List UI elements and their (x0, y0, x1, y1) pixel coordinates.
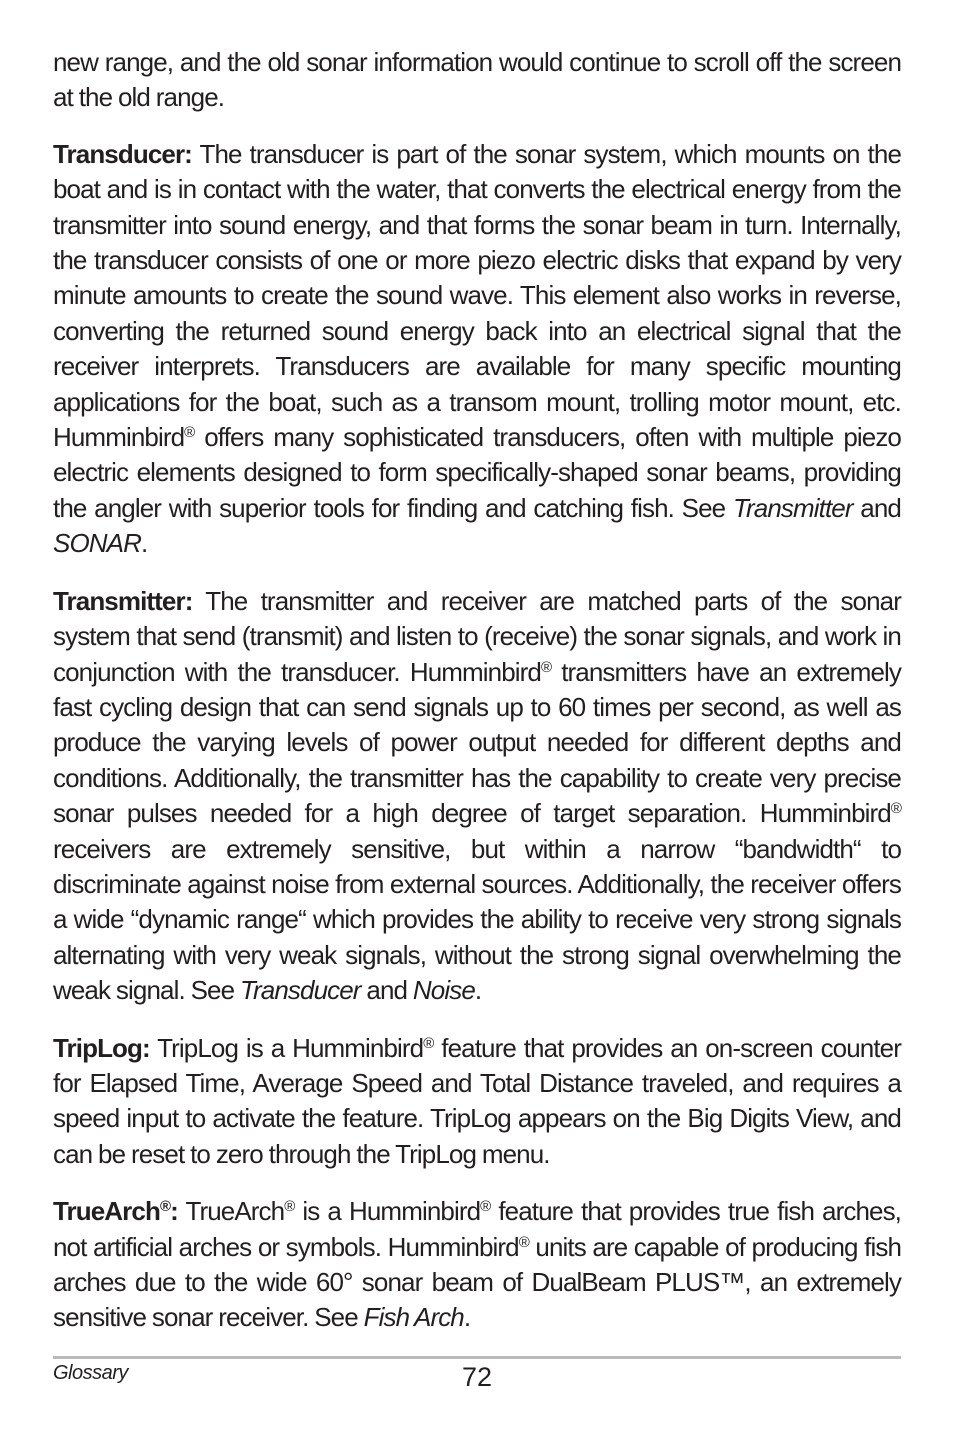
truearch-text-4: units are capable of producing fish arches due to the wide 60° sonar beam of DualBeam PLUS™, an extremely sensitive sonar receiver. See (53, 1231, 902, 1333)
term-truearch-word: TrueArch (53, 1196, 160, 1227)
term-transmitter: Transmitter: (53, 585, 193, 616)
transmitter-text-1: The transmitter and receiver are matched parts of the sonar system that send (transmit) and listen to (receive) the sonar signals, and work in conjunction with the transducer. Humminbird (53, 585, 901, 687)
ref-sonar: SONAR (53, 528, 141, 559)
transducer-end: . (140, 528, 148, 559)
truearch-text-1: TrueArch (177, 1196, 285, 1227)
entry-transducer (53, 137, 901, 562)
intro-paragraph (53, 45, 901, 116)
term-truearch (53, 1196, 178, 1226)
footer-section-name: Glossary (53, 1362, 128, 1384)
transmitter-and: and (360, 975, 413, 1006)
transmitter-text-3: receivers are extremely sensitive, but within a narrow “bandwidth“ to discriminate against noise from external sources. Additionally, the receiver offers a wide “dynamic range“ which provides the ability to receive very strong signals alternating with very weak signals, without the strong signal overwhelming the weak signal. See (53, 833, 901, 1006)
registered-mark: ® (184, 424, 195, 442)
ref-noise: Noise (412, 975, 475, 1006)
ref-transmitter: Transmitter (732, 492, 853, 523)
triplog-text-2: feature that provides an on-screen counter for Elapsed Time, Average Speed and Total Distance traveled, and requires a speed input to activate the feature. TripLog appears on the Big Digits View, and can be reset to zero through the TripLog menu. (53, 1032, 901, 1169)
registered-mark: ® (480, 1198, 491, 1216)
transducer-and: and (852, 492, 901, 523)
entry-truearch (53, 1194, 901, 1336)
transmitter-end: . (474, 975, 482, 1006)
registered-mark: ® (518, 1233, 529, 1251)
registered-mark: ® (159, 1198, 171, 1216)
ref-transducer: Transducer (240, 975, 361, 1006)
truearch-text-2: is a Humminbird (294, 1196, 481, 1227)
glossary-body (53, 45, 901, 1358)
registered-mark: ® (890, 800, 901, 818)
footer-divider (53, 1356, 901, 1359)
term-truearch-colon: : (170, 1196, 178, 1227)
transmitter-text-2: transmitters have an extremely fast cycling design that can send signals up to 60 times per second, as well as produce the varying levels of power output needed for different depths and conditions. Additionally, the transmitter has the capability to create very precise sonar pulses needed for a high degree of target separation. Humminbird (53, 656, 901, 829)
page-number: 72 (461, 1362, 493, 1392)
transducer-text-2: offers many sophisticated transducers, often with multiple piezo electric elements designed to form specifically-shaped sonar beams, providing the angler with superior tools for finding and catching fish. See (53, 422, 901, 523)
transducer-text-1: The transducer is part of the sonar system, which mounts on the boat and is in contact with the water, that converts the electrical energy from the transmitter into sound energy, and that forms the sonar beam in turn. Internally, the transducer consists of one or more piezo electric disks that expand by very minute amounts to create the sound wave. This element also works in reverse, converting the returned sound energy back into an electrical signal that the receiver interprets. Transducers are available for many specific mounting applications for the boat, such as a transom mount, trolling motor mount, etc. Humminbird (53, 138, 901, 453)
term-triplog: TripLog: (53, 1032, 150, 1063)
intro-text: new range, and the old sonar information would continue to scroll off the screen at the old range. (53, 47, 901, 113)
registered-mark: ® (423, 1034, 434, 1052)
ref-fish-arch: Fish Arch (363, 1302, 464, 1333)
registered-mark: ® (540, 658, 552, 676)
entry-transmitter (53, 584, 901, 1009)
entry-triplog (53, 1031, 901, 1173)
truearch-text-3: feature that provides true fish arches, not artificial arches or symbols. Humminbird (53, 1196, 902, 1262)
term-transducer: Transducer: (53, 138, 192, 169)
triplog-text-1: TripLog is a Humminbird (149, 1032, 424, 1063)
truearch-end: . (463, 1302, 471, 1333)
registered-mark: ® (284, 1198, 295, 1216)
